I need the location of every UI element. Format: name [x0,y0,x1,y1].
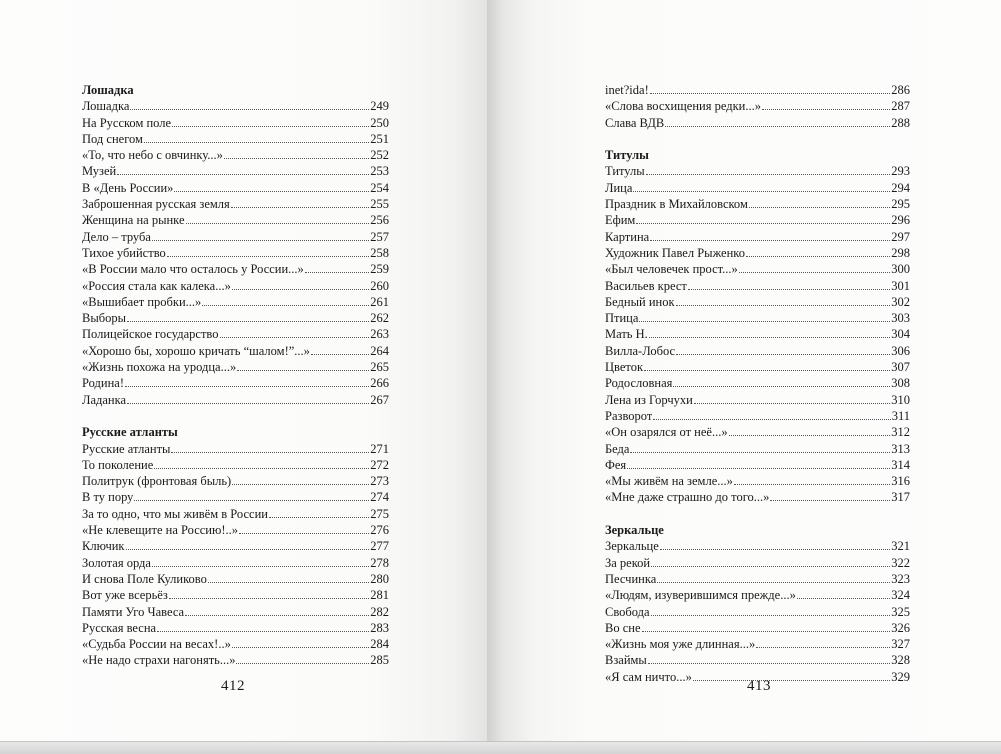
toc-entry-title: «То, что небо с овчинку...» [82,148,223,163]
section-title: Лошадка [82,83,134,97]
toc-entry-title: Слава ВДВ [605,115,665,130]
section-spacer [82,408,389,424]
toc-entry [605,359,910,375]
toc-entry-page: 302 [891,294,910,309]
toc-entry [605,98,910,114]
toc-entry-page: 288 [891,115,910,130]
toc-entry-title: Ключик [82,539,125,554]
dot-leader [239,533,369,534]
toc-entry [82,229,389,245]
dot-leader [152,566,369,567]
dot-leader [186,223,370,224]
dot-leader [734,484,890,485]
toc-entry [605,180,910,196]
toc-entry-title: Политрук (фронтовая быль) [82,474,232,489]
dot-leader [627,468,890,469]
dot-leader [797,598,890,599]
toc-entry-page: 265 [370,360,389,375]
toc-entry-page: 325 [891,604,910,619]
toc-entry-page: 297 [891,229,910,244]
dot-leader [660,549,890,550]
toc-entry [605,441,910,457]
toc-entry-page: 260 [370,278,389,293]
dot-leader [636,223,890,224]
dot-leader [169,598,369,599]
toc-entry-page: 326 [891,620,910,635]
dot-leader [171,452,369,453]
toc-entry [82,522,389,538]
toc-entry [82,163,389,179]
toc-entry-title: Праздник в Михайловском [605,197,748,212]
dot-leader [236,663,369,664]
toc-entry-page: 253 [370,164,389,179]
toc-entry-title: «Россия стала как калека...» [82,278,231,293]
toc-entry-page: 263 [370,327,389,342]
toc-entry [605,571,910,587]
toc-entry-page: 251 [370,131,389,146]
toc-entry-title: Во сне [605,620,641,635]
dot-leader [167,256,369,257]
dot-leader [630,452,890,453]
toc-entry [605,261,910,277]
dot-leader [185,615,369,616]
toc-entry-page: 303 [891,311,910,326]
section-spacer [605,506,910,522]
toc-entry [82,506,389,522]
toc-entry-page: 287 [891,99,910,114]
toc-entry-page: 249 [370,99,389,114]
toc-entry-title: В ту пору [82,490,134,505]
dot-leader [127,321,369,322]
toc-entry [82,343,389,359]
dot-leader [729,435,891,436]
toc-entry-page: 306 [891,343,910,358]
toc-entry [605,457,910,473]
toc-entry-title: В «День России» [82,180,174,195]
toc-entry-page: 328 [891,653,910,668]
toc-entry-title: Мать Н. [605,327,648,342]
toc-entry [82,652,389,668]
toc-entry-title: Картина [605,229,650,244]
dot-leader [305,272,369,273]
toc-entry-page: 278 [370,555,389,570]
toc-entry [605,489,910,505]
toc-entry-page: 301 [891,278,910,293]
toc-entry [605,229,910,245]
toc-entry-title: «Людям, изуверившимся прежде...» [605,588,796,603]
toc-entry [605,652,910,668]
dot-leader [237,370,369,371]
toc-entry-title: Взаймы [605,653,647,668]
toc-entry [82,261,389,277]
toc-entry [82,473,389,489]
toc-entry-title: Ефим [605,213,636,228]
toc-entry-page: 262 [370,311,389,326]
dot-leader [311,354,369,355]
toc-entry-page: 255 [370,197,389,212]
toc-entry-page: 329 [891,669,910,684]
toc-entry-title: Вот уже всерьёз [82,588,168,603]
toc-entry [82,587,389,603]
toc-entry-title: Полицейское государство [82,327,219,342]
dot-leader [762,109,890,110]
dot-leader [224,158,369,159]
toc-entry-title: Беда [605,441,630,456]
toc-entry [82,571,389,587]
dot-leader [650,240,890,241]
toc-entry-page: 317 [891,490,910,505]
right-page [487,0,1001,741]
toc-entry [82,245,389,261]
toc-entry-page: 285 [370,653,389,668]
toc-entry-title: «Я сам ничто...» [605,669,692,684]
toc-entry-page: 259 [370,262,389,277]
toc-entry-title: Вилла-Лобос [605,343,676,358]
toc-entry [605,375,910,391]
toc-entry [605,343,910,359]
toc-entry [82,538,389,554]
toc-entry-page: 286 [891,83,910,97]
toc-entry-title: «Вышибает пробки...» [82,294,202,309]
dot-leader [157,631,369,632]
section-spacer [605,131,910,147]
toc-entry-title: Музей [82,164,117,179]
left-page-toc [82,82,389,669]
toc-entry-page: 266 [370,376,389,391]
toc-entry-title: На Русском поле [82,115,172,130]
toc-entry-page: 273 [370,474,389,489]
dot-leader [125,386,369,387]
toc-entry-page: 267 [370,392,389,407]
toc-entry [605,424,910,440]
toc-entry-page: 327 [891,637,910,652]
dot-leader [693,680,890,681]
toc-entry-title: Родословная [605,376,673,391]
page-number-right: 413 [747,678,771,694]
dot-leader [152,240,369,241]
toc-entry-page: 254 [370,180,389,195]
toc-entry-page: 281 [370,588,389,603]
toc-entry [605,310,910,326]
dot-leader [232,289,369,290]
toc-entry-title: То поколение [82,457,154,472]
toc-entry [605,473,910,489]
toc-entry-title: Бедный инок [605,294,675,309]
toc-entry-page: 275 [370,506,389,521]
toc-entry-title: Женщина на рынке [82,213,185,228]
toc-entry-page: 324 [891,588,910,603]
toc-entry-page: 316 [891,474,910,489]
dot-leader [154,468,369,469]
toc-entry-title: Титулы [605,164,645,179]
dot-leader [220,337,370,338]
toc-entry-title: Ладанка [82,392,127,407]
dot-leader [642,631,891,632]
toc-entry-title: Золотая орда [82,555,151,570]
toc-entry-page: 250 [370,115,389,130]
dot-leader [202,305,369,306]
toc-entry-title: Тихое убийство [82,245,166,260]
toc-entry [605,115,910,131]
dot-leader [232,484,369,485]
toc-entry [605,408,910,424]
toc-entry-title: Зеркальце [605,539,659,554]
toc-entry-title: «В России мало что осталось у России...» [82,262,304,277]
right-page-toc [605,82,910,685]
toc-entry-title: «Не надо страхи нагонять...» [82,653,236,668]
toc-entry-page: 282 [370,604,389,619]
toc-entry [605,294,910,310]
toc-entry-title: «Не клевещите на Россию!..» [82,523,238,538]
toc-entry-title: «Он озарялся от неё...» [605,425,728,440]
toc-entry-page: 277 [370,539,389,554]
toc-entry-title: Под снегом [82,131,143,146]
toc-entry-page: 283 [370,620,389,635]
toc-entry-page: 284 [370,637,389,652]
toc-entry-page: 308 [891,376,910,391]
toc-entry-page: 322 [891,555,910,570]
toc-entry [605,326,910,342]
toc-entry-page: 307 [891,360,910,375]
toc-entry [82,604,389,620]
toc-entry-page: 272 [370,457,389,472]
toc-entry [82,115,389,131]
toc-entry [82,98,389,114]
toc-entry-title: Родина! [82,376,124,391]
toc-entry-page: 261 [370,294,389,309]
dot-leader [770,500,890,501]
dot-leader [646,174,891,175]
toc-entry [82,392,389,408]
dot-leader [208,582,369,583]
toc-entry-title: Русская весна [82,620,157,635]
toc-entry-title: Лена из Горчухи [605,392,693,407]
toc-entry-title: «Мы живём на земле...» [605,474,733,489]
toc-entry-title: «Жизнь моя уже длинная...» [605,637,756,652]
dot-leader [657,582,890,583]
toc-entry [82,555,389,571]
dot-leader [756,647,890,648]
toc-entry-title: Фея [605,457,627,472]
toc-entry [82,620,389,636]
toc-entry [605,212,910,228]
toc-entry-title: Памяти Уго Чавеса [82,604,185,619]
toc-entry [605,196,910,212]
toc-entry-title: И снова Поле Куликово [82,571,207,586]
toc-entry [82,457,389,473]
dot-leader [650,93,891,94]
toc-entry [82,147,389,163]
dot-leader [649,337,890,338]
toc-entry-page: 304 [891,327,910,342]
dot-leader [174,191,369,192]
dot-leader [117,174,369,175]
toc-entry-page: 300 [891,262,910,277]
toc-entry-page: 298 [891,245,910,260]
dot-leader [651,566,890,567]
toc-entry-title: «Был человечек прост...» [605,262,738,277]
toc-entry-page: 321 [891,539,910,554]
toc-entry-title: Птица [605,311,639,326]
dot-leader [633,191,890,192]
dot-leader [639,321,890,322]
toc-entry-title: Дело – труба [82,229,151,244]
toc-entry [605,555,910,571]
dot-leader [651,615,891,616]
toc-entry [605,604,910,620]
toc-entry-title: За рекой [605,555,651,570]
toc-entry-page: 276 [370,523,389,538]
left-page [0,0,487,741]
dot-leader [665,126,890,127]
toc-entry [82,489,389,505]
toc-entry-title: Песчинка [605,571,657,586]
toc-entry [82,310,389,326]
toc-entry-title: Выборы [82,311,126,326]
toc-entry-page: 280 [370,571,389,586]
toc-entry [82,196,389,212]
toc-entry-page: 312 [891,425,910,440]
toc-entry-page: 274 [370,490,389,505]
page-number-left: 412 [221,678,245,694]
toc-entry-title: inet?ida! [605,83,649,97]
toc-entry-title: Свобода [605,604,650,619]
toc-entry-title: «Мне даже страшно до того...» [605,490,770,505]
dot-leader [130,109,369,110]
toc-entry-title: Лица [605,180,633,195]
dot-leader [134,500,369,501]
toc-entry-page: 293 [891,164,910,179]
toc-entry-title: Разворот [605,408,653,423]
toc-entry-title: «Судьба России на весах!..» [82,637,231,652]
toc-entry [82,359,389,375]
toc-entry-title: За то одно, что мы живём в России [82,506,268,521]
dot-leader [232,647,369,648]
toc-entry-title: Художник Павел Рыженко [605,245,745,260]
toc-entry [82,212,389,228]
toc-entry [605,587,910,603]
toc-entry [82,326,389,342]
toc-entry-title: Русские атланты [82,441,171,456]
toc-entry [605,245,910,261]
dot-leader [749,207,890,208]
toc-entry-title: Васильев крест [605,278,687,293]
dot-leader [676,305,891,306]
dot-leader [172,126,369,127]
dot-leader [127,403,369,404]
toc-entry-title: «Хорошо бы, хорошо кричать “шалом!”...» [82,343,310,358]
page-stack-edge [0,741,1001,754]
toc-entry-page: 271 [370,441,389,456]
dot-leader [694,403,890,404]
dot-leader [676,354,890,355]
toc-entry [605,163,910,179]
toc-entry-page: 252 [370,148,389,163]
toc-entry [82,278,389,294]
toc-entry-page: 313 [891,441,910,456]
section-title: Русские атланты [82,425,178,440]
toc-entry-title: «Слова восхищения редки...» [605,99,761,114]
toc-entry-page: 294 [891,180,910,195]
toc-entry [605,392,910,408]
toc-entry-page: 314 [891,457,910,472]
dot-leader [746,256,890,257]
dot-leader [269,517,369,518]
toc-entry-page: 264 [370,343,389,358]
dot-leader [688,289,890,290]
toc-entry [82,131,389,147]
toc-entry [605,636,910,652]
toc-entry-title: Заброшенная русская земля [82,197,230,212]
toc-entry [605,620,910,636]
toc-entry-title: Лошадка [82,99,130,114]
toc-entry [605,82,910,98]
toc-entry [82,375,389,391]
toc-entry-page: 256 [370,213,389,228]
toc-entry [82,441,389,457]
toc-entry-page: 258 [370,245,389,260]
toc-entry-page: 323 [891,571,910,586]
toc-entry [82,180,389,196]
toc-entry-page: 310 [891,392,910,407]
dot-leader [644,370,890,371]
toc-entry [605,538,910,554]
toc-entry-page: 296 [891,213,910,228]
toc-entry-title: «Жизнь похожа на уродца...» [82,360,237,375]
dot-leader [144,142,369,143]
toc-entry [82,294,389,310]
dot-leader [739,272,890,273]
dot-leader [673,386,890,387]
dot-leader [126,549,370,550]
toc-entry-title: Цветок [605,360,644,375]
toc-entry-page: 311 [891,408,910,423]
section-title: Зеркальце [605,523,664,538]
toc-entry-page: 257 [370,229,389,244]
toc-entry-page: 295 [891,197,910,212]
dot-leader [653,419,890,420]
toc-entry [82,636,389,652]
section-title: Титулы [605,148,649,163]
dot-leader [648,663,890,664]
dot-leader [231,207,369,208]
toc-entry [605,278,910,294]
